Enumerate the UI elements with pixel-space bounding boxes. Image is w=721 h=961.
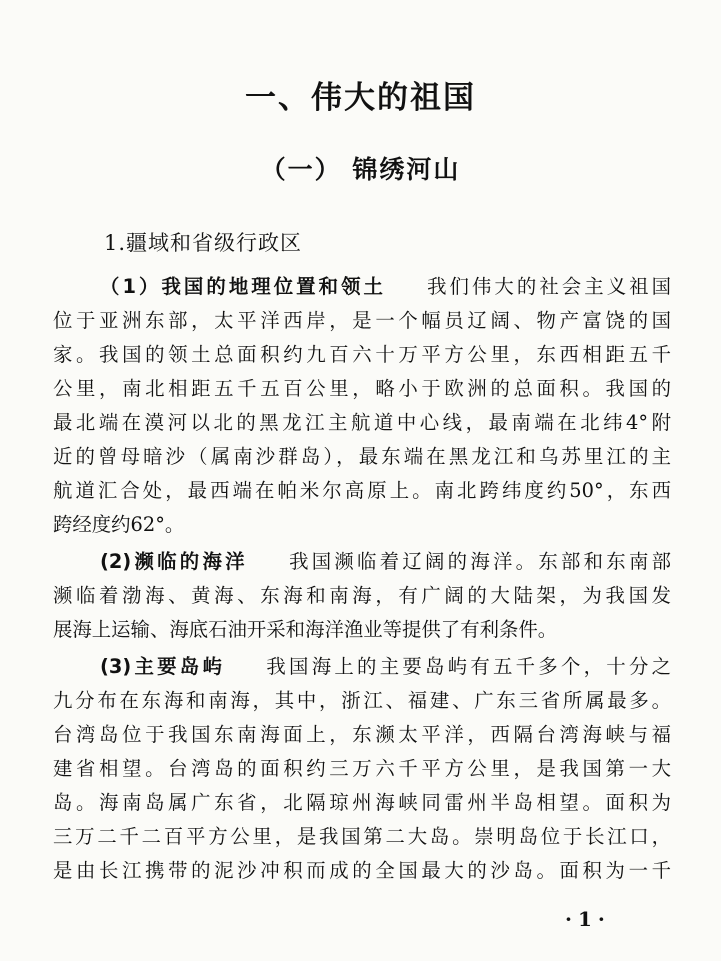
paragraph-1-heading: （1）我国的地理位置和领土 <box>100 275 386 298</box>
paragraph-3-line-5: 岛。海南岛属广东省，北隔琼州海峡同雷州半岛相望。面积为 <box>53 791 671 814</box>
chapter-title: 一、伟大的祖国 <box>245 80 476 116</box>
paragraph-1-line-6: 近的曾母暗沙（属南沙群岛），最东端在黑龙江和乌苏里江的主 <box>53 445 671 468</box>
paragraph-3-heading: (3)主要岛屿 <box>100 655 226 678</box>
paragraph-1-line-5: 最北端在漠河以北的黑龙江主航道中心线，最南端在北纬4°附 <box>53 411 671 434</box>
page-number: ·1· <box>565 907 611 931</box>
paragraph-3-line-4: 建省相望。台湾岛的面积约三万六千平方公里，是我国第一大 <box>53 757 671 780</box>
paragraph-3-line-1 <box>100 650 671 684</box>
paragraph-1-line-8: 跨经度约62°。 <box>53 513 185 536</box>
paragraph-2-text: 我国濒临着辽阔的海洋。东部和东南部 <box>285 550 671 573</box>
paragraph-1-line-3: 家。我国的领土总面积约九百六十万平方公里，东西相距五千 <box>53 343 671 366</box>
paragraph-1-line-2: 位于亚洲东部，太平洋西岸，是一个幅员辽阔、物产富饶的国 <box>53 309 671 332</box>
paragraph-3-line-2: 九分布在东海和南海，其中，浙江、福建、广东三省所属最多。 <box>53 689 671 712</box>
paragraph-3-line-3: 台湾岛位于我国东南海面上，东濒太平洋，西隔台湾海峡与福 <box>53 723 671 746</box>
paragraph-1-line-1 <box>100 270 671 304</box>
paragraph-1-text: 我们伟大的社会主义祖国 <box>424 275 671 298</box>
subsection-title: 1.疆域和省级行政区 <box>104 231 303 255</box>
paragraph-3-text: 我国海上的主要岛屿有五千多个，十分之 <box>263 655 671 678</box>
paragraph-2-line-2: 濒临着渤海、黄海、东海和南海，有广阔的大陆架，为我国发 <box>53 584 671 607</box>
section-title: （一） 锦绣河山 <box>260 155 461 184</box>
paragraph-3-line-6: 三万二千二百平方公里，是我国第二大岛。崇明岛位于长江口， <box>53 825 671 848</box>
paragraph-2-line-3: 展海上运输、海底石油开采和海洋渔业等提供了有利条件。 <box>53 618 558 641</box>
paragraph-2-line-1 <box>100 545 671 579</box>
paragraph-3-line-7: 是由长江携带的泥沙冲积而成的全国最大的沙岛。面积为一千 <box>53 859 671 882</box>
paragraph-1-line-4: 公里，南北相距五千五百公里，略小于欧洲的总面积。我国的 <box>53 377 671 400</box>
paragraph-1-line-7: 航道汇合处，最西端在帕米尔高原上。南北跨纬度约50°，东西 <box>53 479 671 502</box>
paragraph-2-heading: (2)濒临的海洋 <box>100 550 248 573</box>
